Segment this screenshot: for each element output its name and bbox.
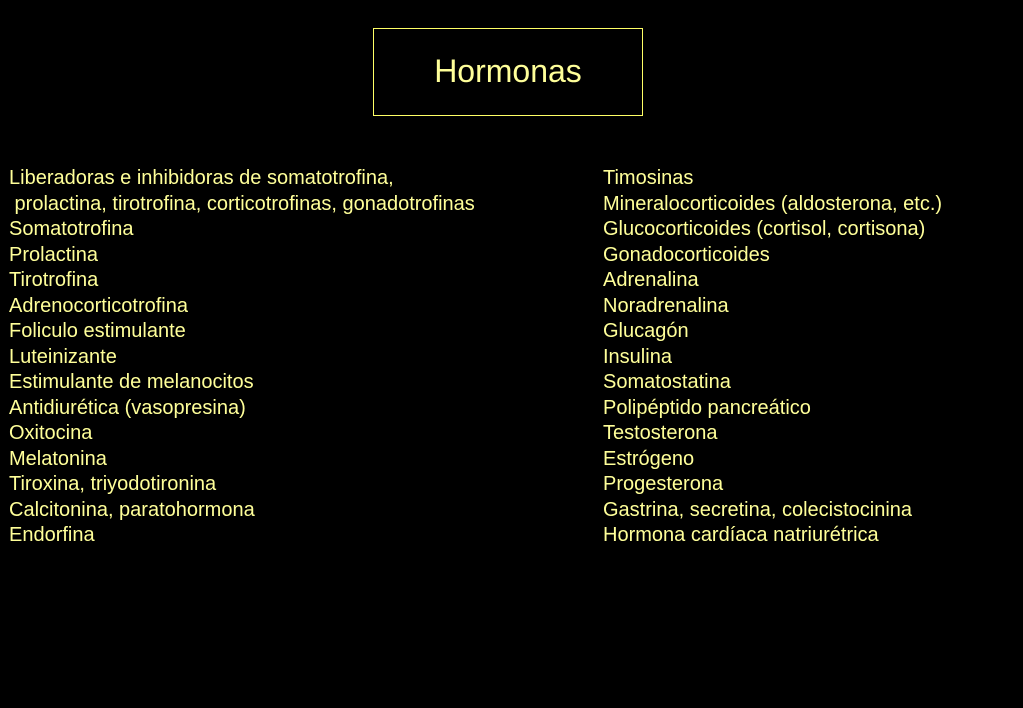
list-item: Foliculo estimulante: [9, 320, 186, 342]
list-item: Melatonina: [9, 447, 107, 470]
list-item: Progesterona: [603, 473, 724, 495]
list-item: Estrógeno: [603, 447, 695, 470]
list-item: Adrenalina: [603, 269, 699, 291]
list-item: Gonadocorticoides: [603, 243, 770, 266]
list-item: Somatostatina: [603, 371, 731, 393]
list-item: Glucocorticoides (cortisol, cortisona): [603, 218, 926, 240]
list-item: Endorfina: [9, 524, 95, 546]
list-item: Hormona cardíaca natriurétrica: [603, 524, 879, 546]
list-item: Glucagón: [603, 320, 689, 342]
list-item: Liberadoras e inhibidoras de somatotrofina,: [9, 167, 394, 189]
list-item: Noradrenalina: [603, 294, 729, 317]
left-hormone-list: [9, 166, 589, 549]
list-item: Oxitocina: [9, 422, 93, 444]
list-item: Calcitonina, paratohormona: [9, 498, 255, 521]
list-item: Insulina: [603, 345, 672, 368]
list-item: Testosterona: [603, 422, 718, 444]
list-item: prolactina, tirotrofina, corticotrofinas, gonadotrofinas: [9, 192, 475, 215]
list-item: Tirotrofina: [9, 269, 99, 291]
list-item: Luteinizante: [9, 345, 117, 368]
list-item: Adrenocorticotrofina: [9, 294, 188, 317]
list-item: Timosinas: [603, 167, 694, 189]
page-title: Hormonas: [434, 53, 582, 89]
list-item: Polipéptido pancreático: [603, 396, 811, 419]
list-item: Prolactina: [9, 243, 98, 266]
list-item: Estimulante de melanocitos: [9, 371, 254, 393]
right-hormone-list: [603, 166, 1018, 549]
list-item: Somatotrofina: [9, 218, 134, 240]
list-item: Mineralocorticoides (aldosterona, etc.): [603, 192, 943, 215]
list-item: Tiroxina, triyodotironina: [9, 473, 217, 495]
list-item: Gastrina, secretina, colecistocinina: [603, 498, 913, 521]
list-item: Antidiurética (vasopresina): [9, 396, 246, 419]
title-box: [373, 28, 643, 116]
